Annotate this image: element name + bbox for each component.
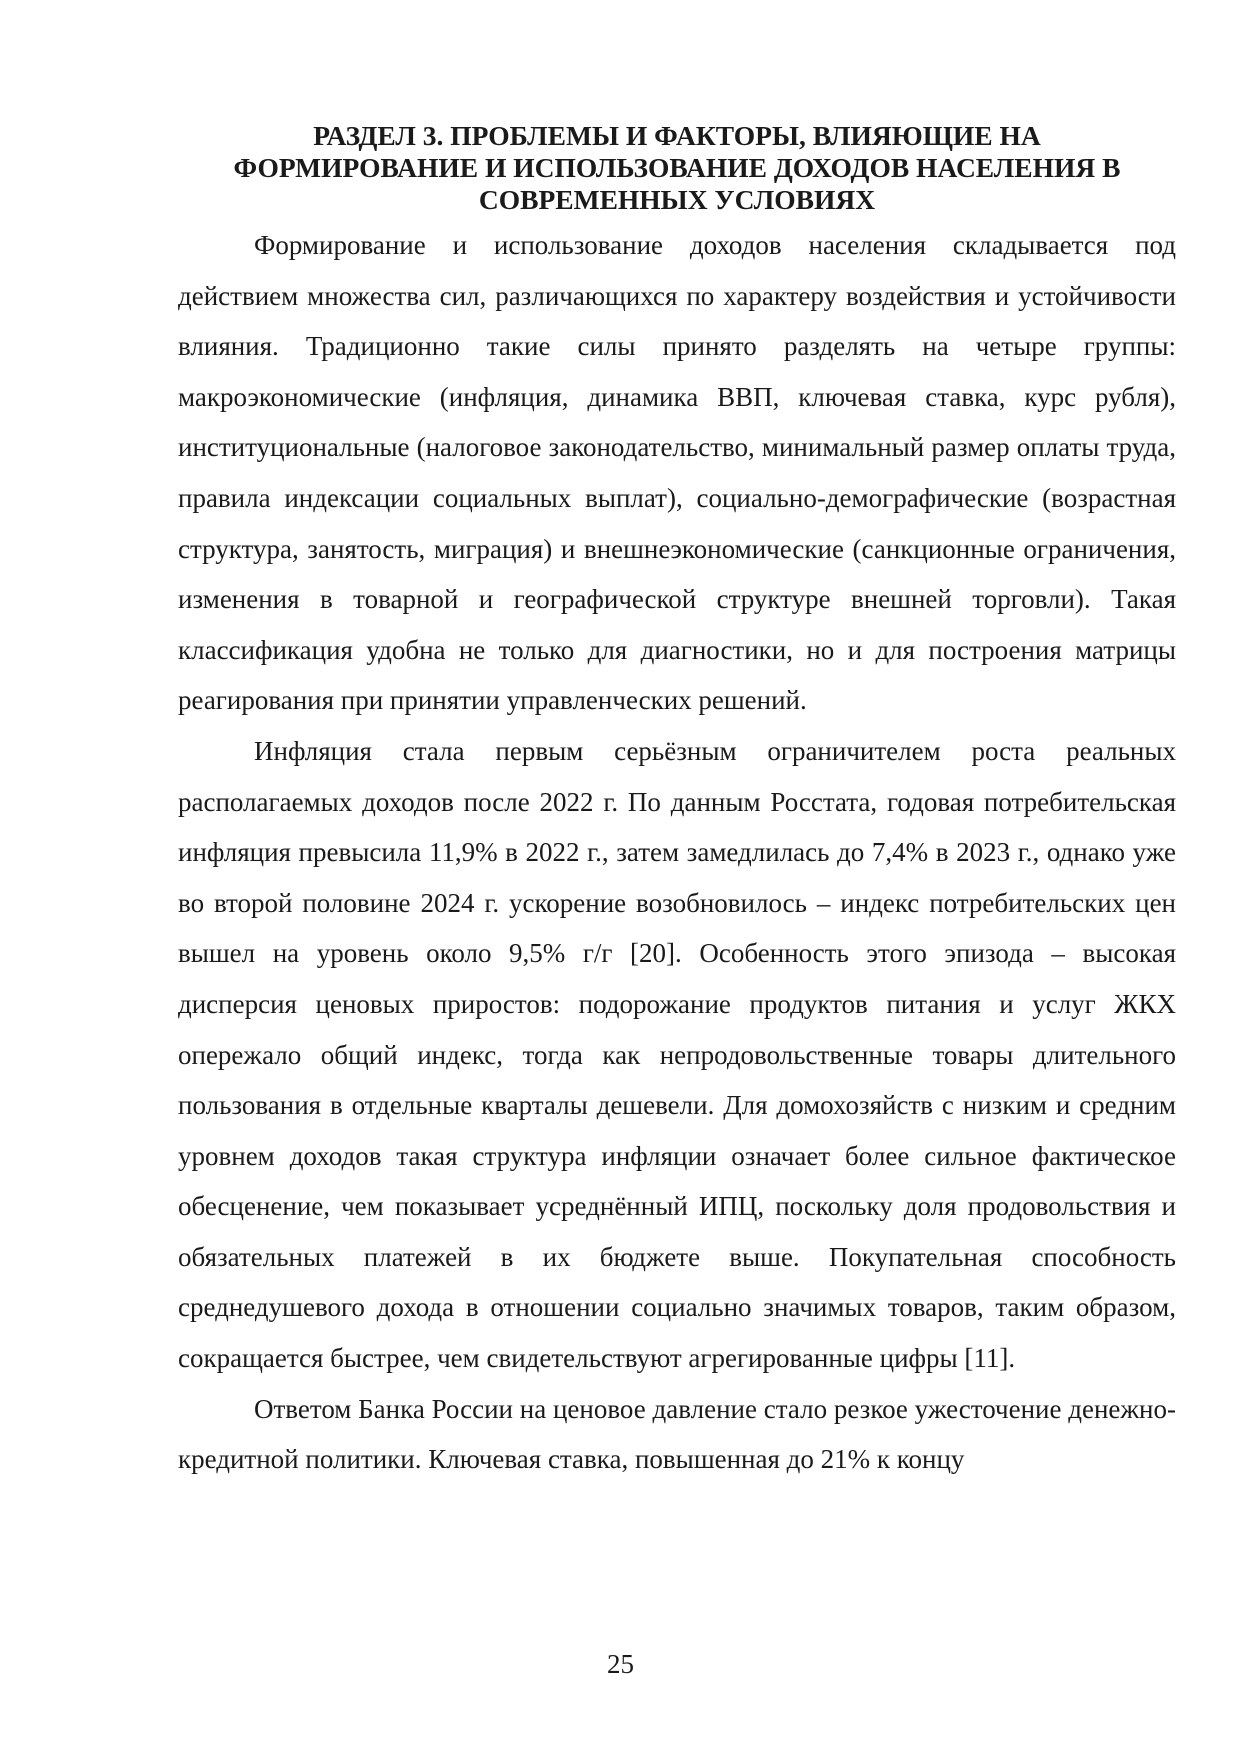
heading-line-3: СОВРЕМЕННЫХ УСЛОВИЯХ (478, 184, 876, 215)
document-page (178, 120, 1176, 1485)
heading-line-2: ФОРМИРОВАНИЕ И ИСПОЛЬЗОВАНИЕ ДОХОДОВ НАСЕЛЕНИЯ В (233, 152, 1121, 183)
paragraph-factors: Формирование и использование доходов населения складывается под действием множества сил, различающихся по характеру воздействия и устойчивости влияния. Традиционно такие силы принято разделять на четыре группы: макроэкономические (инфляция, динамика ВВП, ключевая ставка, курс рубля), институциональные (налоговое законодательство, минимальный размер оплаты труда, правила индексации социальных выплат), социально-демографические (возрастная структура, занятость, миграция) и внешнеэкономические (санкционные ограничения, изменения в товарной и географической структуре внешней торговли). Такая классификация удобна не только для диагностики, но и для построения матрицы реагирования при принятии управленческих решений. (178, 230, 1176, 716)
paragraph-monetary-policy: Ответом Банка России на ценовое давление стало резкое ужесточение денежно-кредитной политики. Ключевая ставка, повышенная до 21% к концу (178, 1393, 1176, 1475)
page-number: 25 (607, 1649, 634, 1679)
section-heading (178, 120, 1176, 216)
paragraph-inflation: Инфляция стала первым серьёзным ограничителем роста реальных располагаемых доходов после 2022 г. По данным Росстата, годовая потребительская инфляция превысила 11,9% в 2022 г., затем замедлилась до 7,4% в 2023 г., однако уже во второй половине 2024 г. ускорение возобновилось – индекс потребительских цен вышел на уровень около 9,5% г/г [20]. Особенность этого эпизода – высокая дисперсия ценовых приростов: подорожание продуктов питания и услуг ЖКХ опережало общий индекс, тогда как непродовольственные товары длительного пользования в отдельные кварталы дешевели. Для домохозяйств с низким и средним уровнем доходов такая структура инфляции означает более сильное фактическое обесценение, чем показывает усреднённый ИПЦ, поскольку доля продовольствия и обязательных платежей в их бюджете выше. Покупательная способность среднедушевого дохода в отношении социально значимых товаров, таким образом, сокращается быстрее, чем свидетельствуют агрегированные цифры [11]. (178, 735, 1176, 1374)
heading-line-1: РАЗДЕЛ 3. ПРОБЛЕМЫ И ФАКТОРЫ, ВЛИЯЮЩИЕ НА (313, 120, 1041, 151)
